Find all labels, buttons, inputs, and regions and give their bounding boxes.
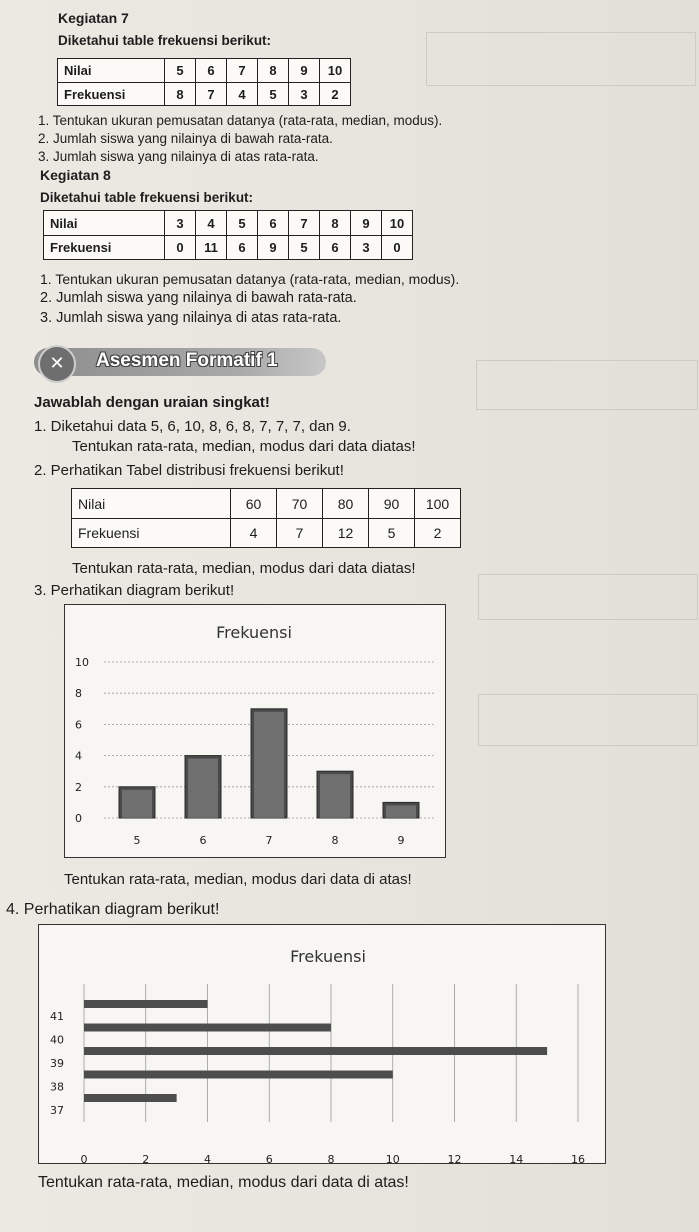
question-4-prompt: Tentukan rata-rata, median, modus dari data di atas! bbox=[38, 1174, 409, 1191]
table-row bbox=[72, 519, 461, 548]
question-2-text: 2. Perhatikan Tabel distribusi frekuensi berikut! bbox=[34, 462, 344, 479]
question-2-table bbox=[71, 488, 461, 548]
kegiatan-7-title: Kegiatan 7 bbox=[58, 10, 129, 26]
x-tick-label: 0 bbox=[80, 1153, 88, 1164]
table-cell: 90 bbox=[369, 489, 415, 519]
table-cell: 8 bbox=[165, 83, 196, 106]
kegiatan-7-question-2: 2. Jumlah siswa yang nilainya di bawah rata-rata. bbox=[38, 131, 333, 146]
kegiatan-8-question-1: 1. Tentukan ukuran pemusatan datanya (rata-rata, median, modus). bbox=[40, 271, 460, 287]
bar-highlight bbox=[386, 805, 416, 818]
table-cell: 5 bbox=[227, 211, 258, 236]
y-tick-label: 39 bbox=[50, 1057, 64, 1070]
x-tick-label: 8 bbox=[327, 1153, 335, 1164]
table-cell: 0 bbox=[382, 236, 413, 260]
bar bbox=[84, 1071, 393, 1079]
question-2-prompt: Tentukan rata-rata, median, modus dari data diatas! bbox=[72, 560, 416, 577]
y-tick-label: 8 bbox=[75, 687, 82, 701]
kegiatan-8-title: Kegiatan 8 bbox=[40, 167, 111, 183]
table-cell: 80 bbox=[323, 489, 369, 519]
y-tick-label: 4 bbox=[75, 749, 82, 763]
kegiatan-8-question-2: 2. Jumlah siswa yang nilainya di bawah rata-rata. bbox=[40, 290, 357, 306]
table-row bbox=[58, 59, 351, 83]
x-tick-label: 12 bbox=[447, 1153, 462, 1164]
table-cell: Frekuensi bbox=[44, 236, 165, 260]
x-tick-label: 10 bbox=[385, 1153, 400, 1164]
x-tick-label: 6 bbox=[199, 834, 207, 847]
question-1-text: 1. Diketahui data 5, 6, 10, 8, 6, 8, 7, 7, 7, dan 9. bbox=[34, 418, 351, 435]
bar bbox=[84, 1047, 547, 1055]
y-tick-label: 10 bbox=[75, 656, 89, 669]
table-cell: 4 bbox=[196, 211, 227, 236]
table-cell: Nilai bbox=[44, 211, 165, 236]
kegiatan-7-question-3: 3. Jumlah siswa yang nilainya di atas rata-rata. bbox=[38, 149, 319, 164]
table-cell: Nilai bbox=[72, 489, 231, 519]
kegiatan-8-intro: Diketahui table frekuensi berikut: bbox=[40, 190, 254, 205]
x-icon: ✕ bbox=[38, 345, 76, 383]
bar-highlight bbox=[122, 790, 152, 818]
question-3-prompt: Tentukan rata-rata, median, modus dari data di atas! bbox=[64, 871, 412, 888]
table-cell: 5 bbox=[165, 59, 196, 83]
kegiatan-7-intro: Diketahui table frekuensi berikut: bbox=[58, 33, 272, 48]
table-cell: 6 bbox=[258, 211, 289, 236]
y-tick-label: 38 bbox=[50, 1080, 64, 1094]
table-cell: 2 bbox=[415, 519, 461, 548]
y-tick-label: 40 bbox=[50, 1033, 64, 1047]
kegiatan-8-table bbox=[43, 210, 413, 260]
table-cell: 2 bbox=[320, 83, 351, 106]
x-tick-label: 8 bbox=[331, 834, 339, 847]
table-cell: 0 bbox=[165, 236, 196, 260]
chart-title: Frekuensi bbox=[216, 623, 292, 642]
asesmen-title: Asesmen Formatif 1 bbox=[96, 350, 278, 371]
table-cell: 4 bbox=[231, 519, 277, 548]
question-3-text: 3. Perhatikan diagram berikut! bbox=[34, 582, 235, 599]
question-4-text: 4. Perhatikan diagram berikut! bbox=[6, 901, 220, 918]
bar bbox=[84, 1000, 208, 1008]
table-cell: 6 bbox=[320, 236, 351, 260]
table-cell: 7 bbox=[196, 83, 227, 106]
table-cell: 6 bbox=[196, 59, 227, 83]
y-tick-label: 2 bbox=[75, 780, 82, 794]
ghost-table-2 bbox=[476, 360, 698, 410]
bar bbox=[84, 1024, 331, 1032]
table-cell: 9 bbox=[289, 59, 320, 83]
table-cell: Frekuensi bbox=[72, 519, 231, 548]
bar-highlight bbox=[320, 774, 350, 818]
x-tick-label: 4 bbox=[204, 1153, 211, 1164]
x-tick-label: 6 bbox=[265, 1153, 273, 1164]
table-cell: 8 bbox=[258, 59, 289, 83]
kegiatan-7-question-1: 1. Tentukan ukuran pemusatan datanya (rata-rata, median, modus). bbox=[38, 113, 443, 128]
ghost-table-4 bbox=[478, 694, 698, 746]
table-cell: 9 bbox=[351, 211, 382, 236]
table-row bbox=[72, 489, 461, 519]
table-cell: 70 bbox=[277, 489, 323, 519]
y-tick-label: 37 bbox=[50, 1104, 64, 1117]
bar-highlight bbox=[188, 759, 218, 818]
x-tick-label: 2 bbox=[142, 1153, 150, 1164]
table-cell: 6 bbox=[227, 236, 258, 260]
kegiatan-7-table bbox=[57, 58, 351, 106]
table-cell: 5 bbox=[289, 236, 320, 260]
table-cell: 5 bbox=[258, 83, 289, 106]
table-cell: 7 bbox=[277, 519, 323, 548]
ghost-table-3 bbox=[478, 574, 698, 620]
x-tick-label: 5 bbox=[133, 834, 141, 847]
chart-title: Frekuensi bbox=[290, 947, 366, 966]
y-tick-label: 6 bbox=[75, 718, 82, 732]
table-cell: Frekuensi bbox=[58, 83, 165, 106]
table-cell: 9 bbox=[258, 236, 289, 260]
y-tick-label: 41 bbox=[50, 1010, 64, 1023]
table-cell: 11 bbox=[196, 236, 227, 260]
table-cell: Nilai bbox=[58, 59, 165, 83]
table-cell: 3 bbox=[351, 236, 382, 260]
x-tick-label: 16 bbox=[571, 1153, 585, 1164]
bar-highlight bbox=[254, 712, 284, 818]
asesmen-instruction: Jawablah dengan uraian singkat! bbox=[34, 394, 270, 411]
ghost-table-1 bbox=[426, 32, 696, 86]
table-cell: 10 bbox=[382, 211, 413, 236]
x-tick-label: 7 bbox=[265, 834, 273, 847]
table-row bbox=[44, 236, 413, 260]
question-1-prompt: Tentukan rata-rata, median, modus dari data diatas! bbox=[72, 438, 416, 455]
table-row bbox=[44, 211, 413, 236]
table-cell: 7 bbox=[289, 211, 320, 236]
table-cell: 12 bbox=[323, 519, 369, 548]
table-cell: 4 bbox=[227, 83, 258, 106]
table-cell: 8 bbox=[320, 211, 351, 236]
table-cell: 7 bbox=[227, 59, 258, 83]
x-tick-label: 9 bbox=[397, 834, 405, 847]
table-cell: 3 bbox=[165, 211, 196, 236]
y-tick-label: 0 bbox=[75, 812, 82, 825]
table-cell: 5 bbox=[369, 519, 415, 548]
chart-2-horizontal-bar bbox=[38, 924, 606, 1164]
table-cell: 100 bbox=[415, 489, 461, 519]
table-row bbox=[58, 83, 351, 106]
table-cell: 10 bbox=[320, 59, 351, 83]
x-tick-label: 14 bbox=[509, 1153, 524, 1164]
kegiatan-8-question-3: 3. Jumlah siswa yang nilainya di atas rata-rata. bbox=[40, 310, 342, 326]
table-cell: 60 bbox=[231, 489, 277, 519]
bar bbox=[84, 1094, 177, 1102]
chart-1-vertical-bar bbox=[64, 604, 446, 858]
table-cell: 3 bbox=[289, 83, 320, 106]
